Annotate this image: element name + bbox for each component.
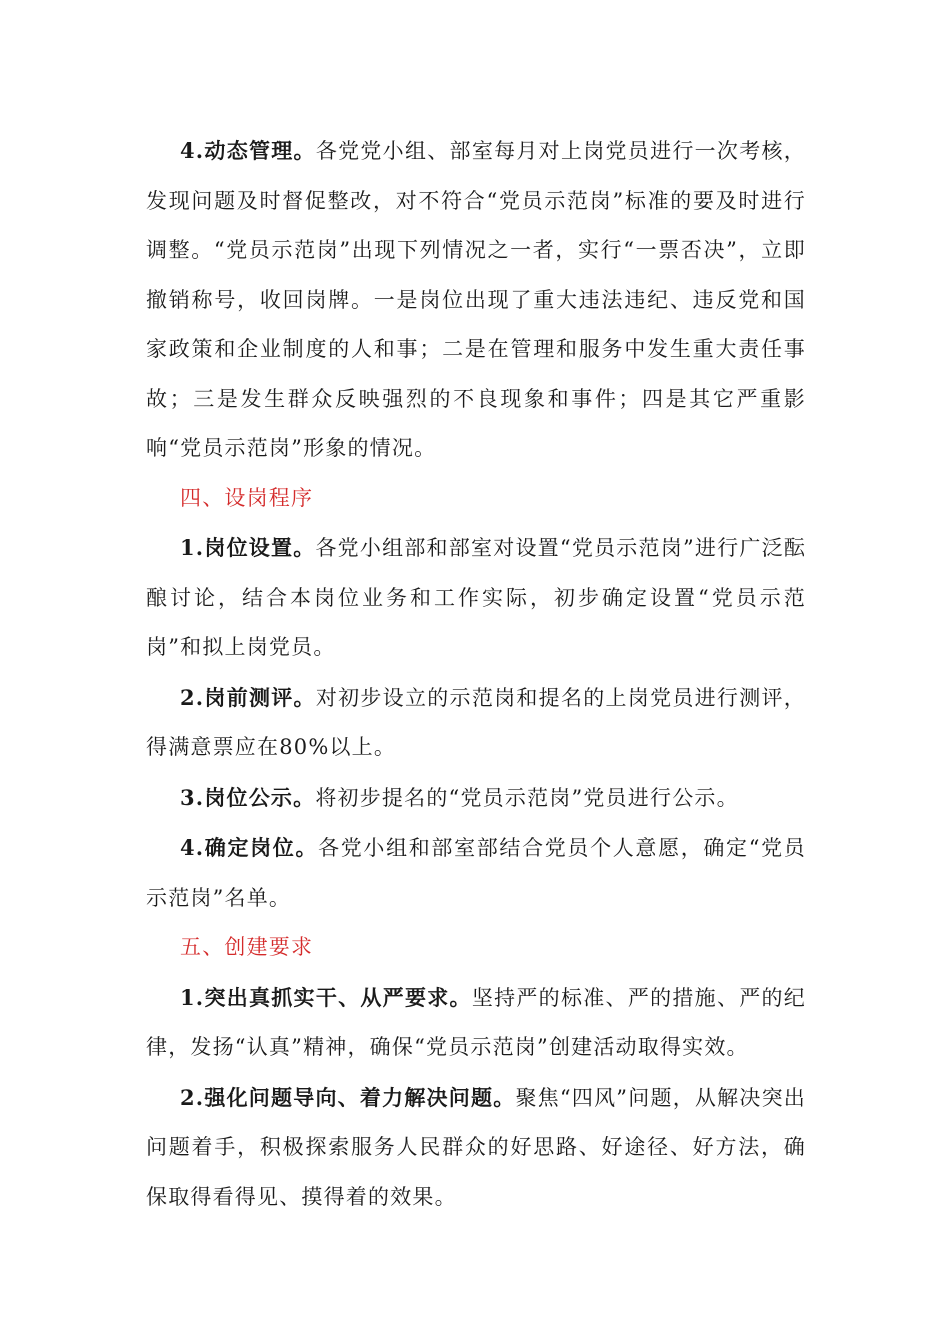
paragraph-confirm-post: [146, 823, 806, 923]
paragraph-lead: 4.动态管理。: [180, 138, 316, 163]
paragraph-text: 对初步设立的示范岗和提名的上岗党员进行测评，得满意票应在80%以上。: [146, 685, 806, 759]
paragraph-text: 坚持严的标准、严的措施、严的纪律，发扬“认真”精神，确保“党员示范岗”创建活动取得实效。: [146, 985, 807, 1059]
paragraph-dynamic-management: [146, 126, 806, 474]
paragraph-text: 各党小组和部室部结合党员个人意愿，确定“党员示范岗”名单。: [146, 836, 806, 910]
paragraph-lead: 3.岗位公示。: [180, 784, 316, 810]
paragraph-lead: 4.确定岗位。: [180, 835, 319, 860]
paragraph-public-notice: [146, 773, 806, 824]
paragraph-pre-evaluation: [146, 673, 806, 773]
paragraph-lead: 1.突出真抓实干、从严要求。: [180, 984, 472, 1010]
section-heading-requirements: 五、创建要求: [180, 935, 314, 959]
paragraph-post-setup: [146, 523, 806, 673]
paragraph-lead: 1.岗位设置。: [180, 535, 316, 560]
section-heading-procedure: 四、设岗程序: [180, 485, 314, 510]
paragraph-text: 各党党小组、部室每月对上岗党员进行一次考核，发现问题及时督促整改，对不符合“党员示范岗”标准的要及时进行调整。“党员示范岗”出现下列情况之一者，实行“一票否决”，立即撤销称号，收回岗牌。一是岗位出现了重大违法违纪、违反党和国家政策和企业制度的人和事；二是在管理和服务中发生重大责任事故；三是发生群众反映强烈的不良现象和事件；四是其它严重影响“党员示范岗”形象的情况。: [146, 139, 806, 460]
paragraph-lead: 2.强化问题导向、着力解决问题。: [180, 1084, 516, 1110]
paragraph-text: 各党小组部和部室对设置“党员示范岗”进行广泛酝酿讨论，结合本岗位业务和工作实际，初步确定设置“党员示范岗”和拟上岗党员。: [146, 536, 806, 659]
paragraph-text: 聚焦“四风”问题，从解决突出问题着手，积极探索服务人民群众的好思路、好途径、好方法，确保取得看得见、摸得着的效果。: [146, 1085, 806, 1209]
paragraph-strict-requirements: [146, 973, 806, 1073]
paragraph-lead: 2.岗前测评。: [180, 684, 316, 710]
document-body: [146, 126, 806, 1222]
paragraph-problem-orientation: [146, 1073, 806, 1223]
paragraph-text: 将初步提名的“党员示范岗”党员进行公示。: [315, 785, 739, 810]
